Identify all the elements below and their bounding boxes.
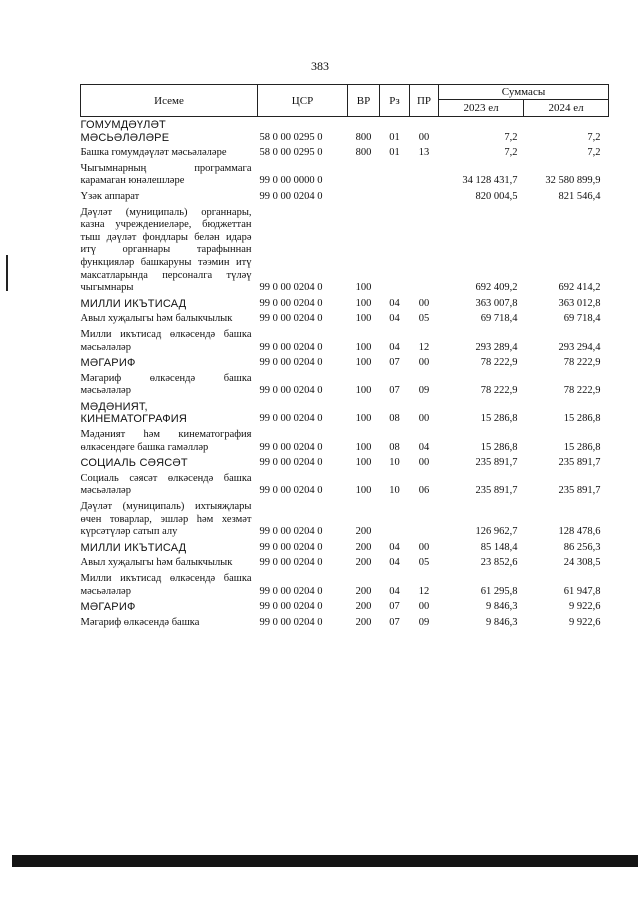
row-name: Милли икътисад өлкәсендә башка мәсьәләләр — [80, 328, 252, 353]
table-row — [81, 145, 609, 161]
row-vr-code: 100 — [355, 441, 372, 453]
row-rz-code: 01 — [389, 131, 400, 143]
row-amount-2023: 126 962,7 — [475, 526, 518, 538]
row-rz-code: 10 — [389, 485, 400, 497]
row-pr-code — [410, 161, 439, 189]
row-amount-2023: 23 852,6 — [480, 557, 518, 569]
table-row — [81, 571, 609, 599]
row-amount-2024: 61 947,8 — [563, 585, 601, 597]
budget-table — [80, 84, 609, 630]
table-row — [81, 540, 609, 556]
row-amount-2023: 69 718,4 — [480, 313, 518, 325]
row-amount-2024: 24 308,5 — [563, 557, 601, 569]
row-vr-code: 100 — [355, 313, 372, 325]
row-name: СОЦИАЛЬ СӘЯСӘТ — [80, 457, 188, 470]
row-amount-2024: 363 012,8 — [558, 297, 601, 309]
row-vr-code: 100 — [355, 485, 372, 497]
row-name: Дәүләт (муниципаль) органнары, казна учреждениеләре, бюджеттан тыш дәүләт фондлары белән идарә итү органнары тарафыннан функцияләр башкаруны тәэмин итү максатларында персоналга түләү чыгымнары — [80, 206, 252, 294]
row-csr-code: 99 0 00 0204 0 — [259, 441, 323, 453]
table-row — [81, 615, 609, 631]
row-rz-code: 04 — [389, 341, 400, 353]
table-row — [81, 555, 609, 571]
row-csr-code: 99 0 00 0204 0 — [259, 585, 323, 597]
page-bottom-border — [12, 855, 638, 867]
row-amount-2023: 293 289,4 — [475, 341, 518, 353]
row-amount-2023: 15 286,8 — [480, 441, 518, 453]
row-amount-2023: 78 222,9 — [480, 357, 518, 369]
row-rz-code: 04 — [389, 541, 400, 553]
row-csr-code: 99 0 00 0204 0 — [259, 385, 323, 397]
row-amount-2024: 9 922,6 — [569, 601, 601, 613]
table-row — [81, 471, 609, 499]
row-rz-code: 07 — [389, 616, 400, 628]
row-amount-2023: 78 222,9 — [480, 385, 518, 397]
header-year-2023: 2023 ел — [439, 100, 524, 117]
table-row — [81, 599, 609, 615]
row-rz-code: 04 — [389, 557, 400, 569]
table-row — [81, 161, 609, 189]
table-row — [81, 189, 609, 205]
row-rz-code — [380, 205, 410, 296]
row-amount-2023: 235 891,7 — [475, 485, 518, 497]
row-csr-code: 99 0 00 0204 0 — [259, 313, 323, 325]
table-row — [81, 117, 609, 146]
row-pr-code: 00 — [418, 541, 430, 553]
row-amount-2023: 61 295,8 — [480, 585, 518, 597]
row-amount-2024: 78 222,9 — [563, 385, 601, 397]
row-pr-code: 05 — [418, 313, 430, 325]
row-csr-code: 99 0 00 0204 0 — [259, 526, 323, 538]
row-csr-code: 99 0 00 0204 0 — [259, 282, 323, 294]
row-pr-code: 12 — [418, 341, 430, 353]
row-amount-2024: 235 891,7 — [558, 485, 601, 497]
row-amount-2023: 85 148,4 — [480, 541, 518, 553]
header-name: Исеме — [81, 85, 258, 117]
row-rz-code: 08 — [389, 441, 400, 453]
table-header — [81, 85, 609, 117]
row-amount-2024: 7,2 — [587, 131, 601, 143]
row-pr-code: 04 — [418, 441, 430, 453]
scan-artifact-mark — [6, 255, 8, 291]
table-row — [81, 427, 609, 455]
row-pr-code: 00 — [418, 457, 430, 469]
row-csr-code: 58 0 00 0295 0 — [259, 147, 323, 159]
row-amount-2024: 15 286,8 — [563, 441, 601, 453]
row-name: Авыл хуҗалыгы һәм балыкчылык — [80, 313, 233, 325]
row-csr-code: 99 0 00 0204 0 — [259, 413, 323, 425]
row-rz-code — [380, 161, 410, 189]
row-rz-code: 01 — [389, 147, 400, 159]
row-amount-2024: 9 922,6 — [569, 616, 601, 628]
row-vr-code: 100 — [355, 341, 372, 353]
row-amount-2024: 293 294,4 — [558, 341, 601, 353]
row-rz-code: 04 — [389, 585, 400, 597]
table-row — [81, 355, 609, 371]
table-row — [81, 311, 609, 327]
row-rz-code: 04 — [389, 313, 400, 325]
row-vr-code: 100 — [355, 413, 372, 425]
row-amount-2023: 7,2 — [504, 147, 518, 159]
row-csr-code: 99 0 00 0204 0 — [259, 457, 323, 469]
row-name: ГОМУМДӘҮЛӘТ МӘСЬӘЛӘЛӘРЕ — [80, 119, 170, 144]
row-rz-code: 07 — [389, 357, 400, 369]
row-rz-code: 10 — [389, 457, 400, 469]
row-vr-code: 800 — [355, 147, 372, 159]
row-amount-2023: 7,2 — [504, 131, 518, 143]
row-csr-code: 58 0 00 0295 0 — [259, 131, 323, 143]
row-name: Чыгымнарның программага карамаган юнәлешләре — [80, 162, 252, 187]
row-pr-code: 00 — [418, 601, 430, 613]
row-amount-2023: 820 004,5 — [475, 190, 518, 202]
row-name: МӘДӘНИЯТ, КИНЕМАТОГРАФИЯ — [80, 400, 188, 426]
row-rz-code: 04 — [389, 297, 400, 309]
row-name: Үзәк аппарат — [80, 190, 140, 202]
row-csr-code: 99 0 00 0204 0 — [259, 297, 323, 309]
row-vr-code: 800 — [355, 131, 372, 143]
row-amount-2023: 9 846,3 — [486, 601, 518, 613]
table-row — [81, 327, 609, 355]
row-pr-code — [410, 499, 439, 540]
row-csr-code: 99 0 00 0204 0 — [259, 357, 323, 369]
row-csr-code: 99 0 00 0204 0 — [259, 541, 323, 553]
page-number: 383 — [311, 59, 329, 73]
row-name: МИЛЛИ ИКЪТИСАД — [80, 297, 187, 310]
row-amount-2023: 363 007,8 — [475, 297, 518, 309]
row-csr-code: 99 0 00 0000 0 — [259, 175, 323, 187]
header-csr: ЦСР — [258, 85, 348, 117]
row-vr-code: 200 — [355, 585, 372, 597]
table-row — [81, 296, 609, 312]
header-sums: Суммасы — [439, 85, 609, 100]
row-vr-code: 100 — [355, 357, 372, 369]
row-amount-2024: 235 891,7 — [558, 457, 601, 469]
row-name: Авыл хуҗалыгы һәм балыкчылык — [80, 557, 233, 569]
row-csr-code: 99 0 00 0204 0 — [259, 601, 323, 613]
header-rz: Рз — [380, 85, 410, 117]
row-amount-2024: 128 478,6 — [558, 526, 601, 538]
row-pr-code: 00 — [418, 131, 430, 143]
row-name: Мәдәният һәм кинематография өлкәсендәге башка гамәлләр — [80, 429, 252, 453]
row-amount-2024: 821 546,4 — [558, 190, 601, 202]
row-vr-code: 200 — [355, 557, 372, 569]
row-vr-code — [348, 189, 380, 205]
row-pr-code: 00 — [418, 413, 430, 425]
row-vr-code: 100 — [355, 282, 372, 294]
table-row — [81, 399, 609, 427]
table-body — [81, 117, 609, 631]
row-amount-2024: 32 580 899,9 — [545, 175, 601, 187]
table-row — [81, 499, 609, 540]
row-csr-code: 99 0 00 0204 0 — [259, 485, 323, 497]
row-rz-code: 07 — [389, 385, 400, 397]
row-pr-code: 09 — [418, 385, 430, 397]
row-name: Дәүләт (муниципаль) ихтыяҗлары өчен товарлар, эшләр һәм хезмәт күрсәтүләр сатып алу — [80, 501, 252, 538]
row-amount-2023: 34 128 431,7 — [462, 175, 518, 187]
row-rz-code — [380, 189, 410, 205]
row-rz-code: 08 — [389, 413, 400, 425]
header-pr: ПР — [410, 85, 439, 117]
row-amount-2023: 9 846,3 — [486, 616, 518, 628]
row-vr-code: 200 — [355, 526, 372, 538]
row-vr-code — [348, 161, 380, 189]
row-amount-2023: 15 286,8 — [480, 413, 518, 425]
row-pr-code: 00 — [418, 357, 430, 369]
row-amount-2023: 692 409,2 — [475, 282, 518, 294]
row-name: Башка гомумдәүләт мәсьәләләре — [80, 147, 227, 159]
row-pr-code: 09 — [418, 616, 430, 628]
row-name: МИЛЛИ ИКЪТИСАД — [80, 541, 187, 554]
row-amount-2023: 235 891,7 — [475, 457, 518, 469]
row-pr-code — [410, 189, 439, 205]
row-vr-code: 200 — [355, 601, 372, 613]
row-name: Мәгариф өлкәсендә башка — [80, 616, 200, 628]
row-amount-2024: 15 286,8 — [563, 413, 601, 425]
row-vr-code: 100 — [355, 457, 372, 469]
row-amount-2024: 692 414,2 — [558, 282, 601, 294]
row-vr-code: 100 — [355, 297, 372, 309]
row-amount-2024: 69 718,4 — [563, 313, 601, 325]
row-pr-code: 05 — [418, 557, 430, 569]
row-csr-code: 99 0 00 0204 0 — [259, 616, 323, 628]
row-csr-code: 99 0 00 0204 0 — [259, 557, 323, 569]
table-row — [81, 205, 609, 296]
row-vr-code: 200 — [355, 616, 372, 628]
row-rz-code — [380, 499, 410, 540]
row-name: МӘГАРИФ — [80, 357, 136, 370]
row-name: Милли икътисад өлкәсендә башка мәсьәләләр — [80, 573, 252, 597]
row-vr-code: 200 — [355, 541, 372, 553]
row-amount-2024: 78 222,9 — [563, 357, 601, 369]
header-vr: ВР — [348, 85, 380, 117]
row-name: МӘГАРИФ — [80, 601, 136, 614]
row-rz-code: 07 — [389, 601, 400, 613]
table-row — [81, 371, 609, 399]
row-pr-code: 06 — [418, 485, 430, 497]
row-pr-code: 12 — [418, 585, 430, 597]
row-amount-2024: 86 256,3 — [563, 541, 601, 553]
row-amount-2024: 7,2 — [587, 147, 601, 159]
table-row — [81, 455, 609, 471]
row-pr-code: 13 — [418, 147, 430, 159]
row-name: Социаль сәясәт өлкәсендә башка мәсьәләләр — [80, 472, 252, 497]
row-csr-code: 99 0 00 0204 0 — [259, 190, 323, 202]
row-name: Мәгариф өлкәсендә башка мәсьәләләр — [80, 372, 252, 397]
row-pr-code: 00 — [418, 297, 430, 309]
header-year-2024: 2024 ел — [524, 100, 609, 117]
row-pr-code — [410, 205, 439, 296]
row-vr-code: 100 — [355, 385, 372, 397]
row-csr-code: 99 0 00 0204 0 — [259, 341, 323, 353]
